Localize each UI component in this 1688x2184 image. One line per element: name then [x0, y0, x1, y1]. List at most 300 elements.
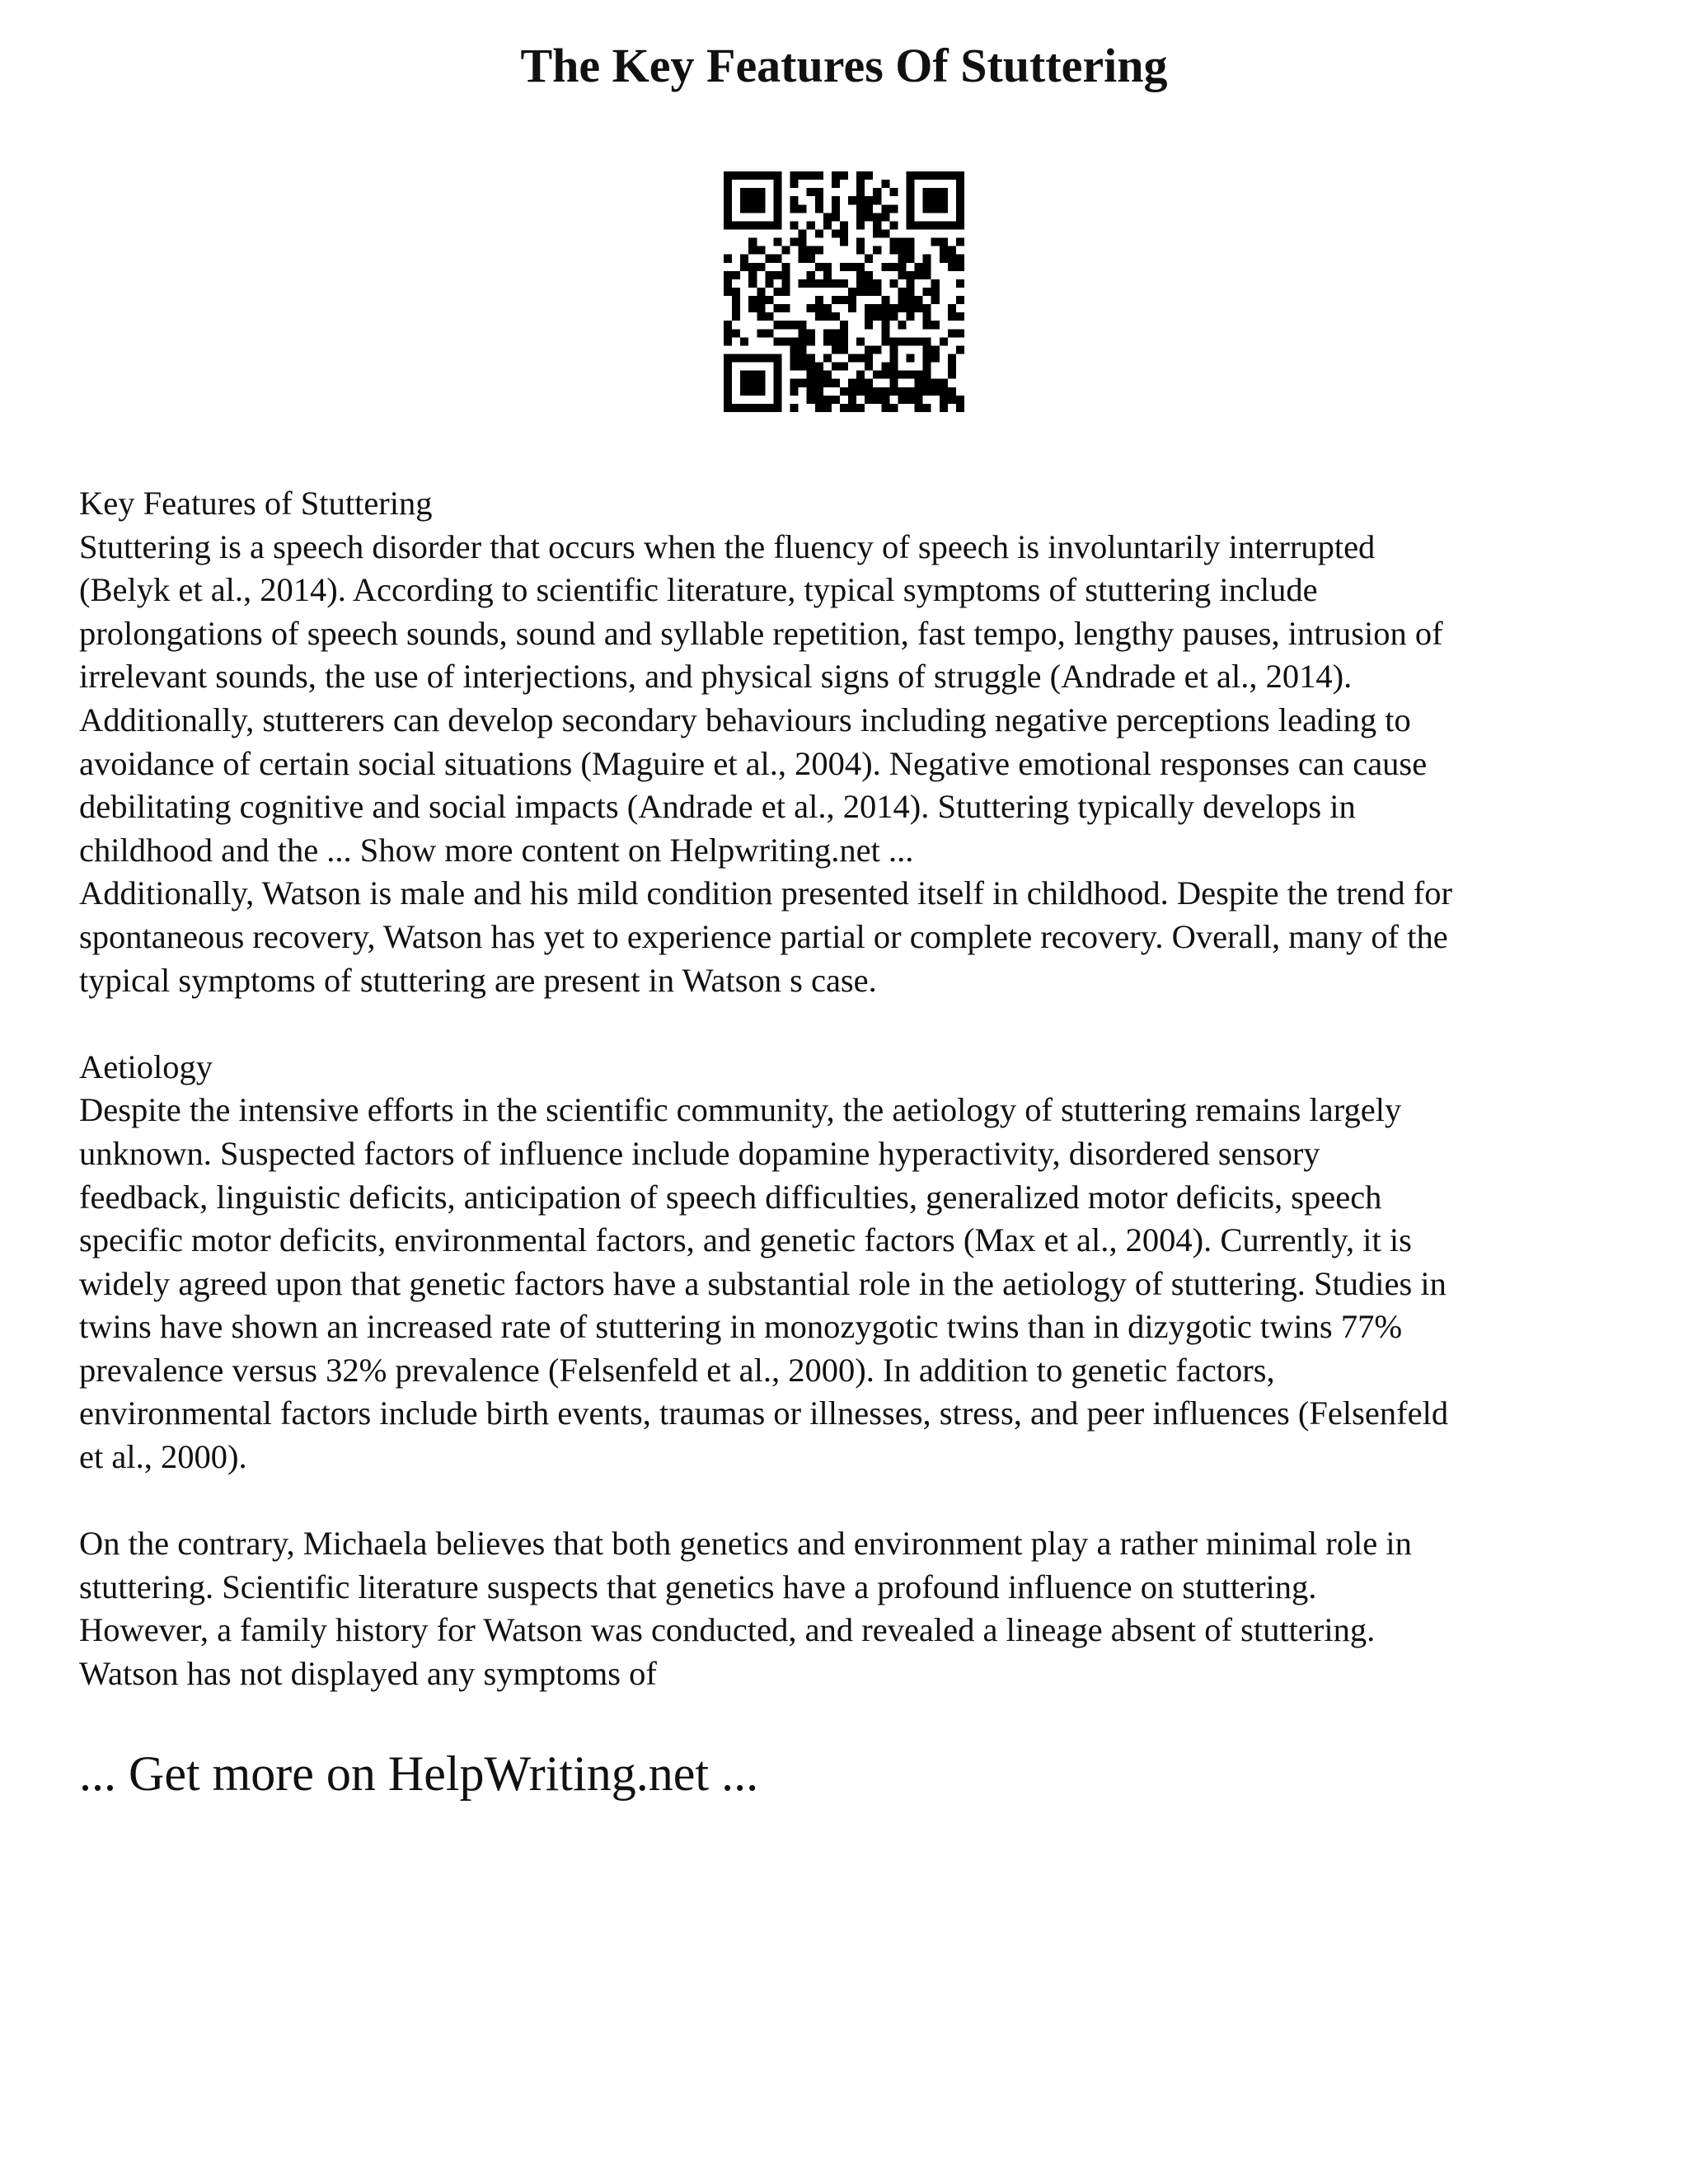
qr-module — [931, 204, 940, 213]
qr-module — [881, 180, 889, 188]
qr-module — [807, 363, 815, 371]
qr-module — [948, 396, 956, 404]
qr-module — [807, 221, 815, 229]
qr-module — [889, 337, 898, 345]
paragraph-line: Additionally, Watson is male and his mild condition presented itself in childhood. Despite the trend for — [79, 874, 1452, 912]
qr-module — [931, 279, 940, 288]
qr-module — [873, 229, 881, 237]
qr-module — [724, 396, 732, 404]
qr-module — [907, 196, 915, 204]
qr-module — [873, 213, 881, 221]
qr-module — [740, 196, 748, 204]
show-more-line[interactable]: childhood and the ... Show more content on Helpwriting.net ... — [79, 831, 914, 869]
qr-module — [940, 387, 948, 396]
qr-module — [956, 296, 964, 304]
qr-module — [757, 371, 765, 379]
qr-module — [740, 255, 748, 263]
qr-module — [815, 304, 823, 312]
qr-module — [940, 396, 948, 404]
qr-module — [748, 263, 757, 271]
paragraph-line: irrelevant sounds, the use of interjections, and physical signs of struggle (Andrade et al., 2014). — [79, 658, 1353, 696]
qr-module — [832, 229, 840, 237]
qr-module — [748, 371, 757, 379]
qr-module — [856, 288, 865, 296]
qr-module — [915, 396, 923, 404]
qr-module — [773, 171, 781, 180]
qr-module — [898, 238, 906, 246]
qr-module — [923, 171, 931, 180]
qr-module — [765, 296, 773, 304]
qr-module — [923, 312, 931, 321]
qr-module — [823, 329, 832, 337]
qr-module — [856, 171, 865, 180]
qr-module — [773, 354, 781, 363]
qr-module — [748, 221, 757, 229]
qr-module — [790, 363, 799, 371]
qr-module — [765, 404, 773, 412]
qr-module — [748, 246, 757, 255]
qr-module — [848, 396, 856, 404]
qr-module — [865, 396, 873, 404]
qr-module — [907, 304, 915, 312]
qr-module — [840, 329, 848, 337]
qr-module — [956, 279, 964, 288]
qr-module — [848, 404, 856, 412]
qr-module — [873, 288, 881, 296]
qr-module — [807, 396, 815, 404]
qr-module — [856, 337, 865, 345]
qr-module — [889, 371, 898, 379]
qr-module — [856, 404, 865, 412]
qr-module — [873, 387, 881, 396]
qr-module — [856, 213, 865, 221]
paragraph-line: (Belyk et al., 2014). According to scientific literature, typical symptoms of stuttering include — [79, 571, 1318, 609]
qr-module — [948, 221, 956, 229]
qr-module — [724, 271, 732, 279]
qr-module — [807, 354, 815, 363]
qr-module — [881, 263, 889, 271]
qr-module — [773, 213, 781, 221]
qr-module — [840, 263, 848, 271]
qr-module — [832, 279, 840, 288]
qr-module — [898, 255, 906, 263]
qr-module — [740, 354, 748, 363]
qr-module — [840, 321, 848, 329]
qr-module — [823, 404, 832, 412]
qr-module — [948, 171, 956, 180]
qr-module — [865, 255, 873, 263]
qr-module — [757, 288, 765, 296]
qr-module — [724, 404, 732, 412]
qr-module — [724, 379, 732, 387]
qr-module — [832, 337, 840, 345]
qr-module — [848, 304, 856, 312]
qr-module — [898, 396, 906, 404]
qr-module — [840, 363, 848, 371]
paragraph-line: unknown. Suspected factors of influence include dopamine hyperactivity, disordered sensory — [79, 1134, 1320, 1172]
qr-module — [773, 238, 781, 246]
qr-module — [815, 379, 823, 387]
qr-module — [856, 379, 865, 387]
qr-module — [915, 304, 923, 312]
qr-module — [907, 296, 915, 304]
qr-module — [757, 304, 765, 312]
qr-module — [873, 221, 881, 229]
qr-module — [781, 279, 790, 288]
qr-module — [799, 171, 807, 180]
qr-module — [790, 180, 799, 188]
qr-module — [832, 196, 840, 204]
qr-module — [940, 255, 948, 263]
qr-module — [823, 354, 832, 363]
qr-module — [790, 196, 799, 204]
paragraph-line: Watson has not displayed any symptoms of — [79, 1655, 657, 1693]
paragraph-line: twins have shown an increased rate of stuttering in monozygotic twins than in dizygotic twins 77% — [79, 1308, 1403, 1346]
qr-module — [881, 363, 889, 371]
paragraph-line: prevalence versus 32% prevalence (Felsenfeld et al., 2000). In addition to genetic factors, — [79, 1351, 1275, 1389]
qr-module — [889, 345, 898, 354]
qr-module — [856, 180, 865, 188]
qr-module — [781, 337, 790, 345]
qr-module — [807, 171, 815, 180]
qr-module — [881, 387, 889, 396]
qr-module — [757, 263, 765, 271]
qr-module — [807, 304, 815, 312]
qr-module — [724, 321, 732, 329]
qr-module — [815, 387, 823, 396]
qr-module — [907, 387, 915, 396]
qr-module — [807, 387, 815, 396]
qr-module — [732, 312, 740, 321]
qr-module — [765, 221, 773, 229]
qr-module — [724, 180, 732, 188]
qr-module — [956, 312, 964, 321]
qr-module — [848, 196, 856, 204]
qr-module — [748, 304, 757, 312]
paragraph-spacer — [79, 1479, 1629, 1523]
qr-module — [898, 296, 906, 304]
qr-module — [748, 379, 757, 387]
qr-module — [948, 263, 956, 271]
qr-module — [923, 255, 931, 263]
qr-module — [815, 188, 823, 196]
qr-module — [732, 271, 740, 279]
qr-module — [881, 229, 889, 237]
qr-module — [823, 304, 832, 312]
paragraph-line: feedback, linguistic deficits, anticipation of speech difficulties, generalized motor deficits, speech — [79, 1178, 1382, 1216]
qr-module — [832, 379, 840, 387]
qr-module — [940, 404, 948, 412]
qr-module — [823, 221, 832, 229]
qr-module — [956, 329, 964, 337]
qr-module — [790, 221, 799, 229]
qr-module — [799, 238, 807, 246]
qr-module — [773, 379, 781, 387]
qr-module — [873, 396, 881, 404]
qr-module — [815, 196, 823, 204]
qr-module — [889, 379, 898, 387]
qr-module — [940, 238, 948, 246]
qr-module — [773, 271, 781, 279]
qr-module — [865, 171, 873, 180]
qr-module — [724, 204, 732, 213]
qr-module — [724, 329, 732, 337]
qr-module — [923, 404, 931, 412]
qr-module — [790, 354, 799, 363]
qr-module — [815, 171, 823, 180]
qr-module — [898, 304, 906, 312]
qr-module — [898, 246, 906, 255]
qr-module — [931, 238, 940, 246]
qr-module — [799, 345, 807, 354]
qr-module — [748, 188, 757, 196]
qr-module — [815, 363, 823, 371]
qr-module — [724, 288, 732, 296]
qr-module — [948, 363, 956, 371]
qr-module — [724, 371, 732, 379]
qr-module — [907, 188, 915, 196]
qr-module — [823, 337, 832, 345]
qr-module — [781, 321, 790, 329]
qr-module — [956, 263, 964, 271]
qr-module — [740, 221, 748, 229]
qr-module — [748, 354, 757, 363]
qr-module — [956, 255, 964, 263]
qr-module — [757, 379, 765, 387]
qr-module — [865, 312, 873, 321]
qr-module — [898, 337, 906, 345]
qr-module — [724, 171, 732, 180]
paragraph-spacer — [79, 1002, 1629, 1046]
qr-module — [948, 255, 956, 263]
qr-module — [740, 188, 748, 196]
qr-module — [848, 263, 856, 271]
qr-module — [856, 196, 865, 204]
qr-module — [815, 296, 823, 304]
qr-module — [815, 312, 823, 321]
qr-module — [889, 246, 898, 255]
qr-module — [907, 204, 915, 213]
qr-module — [865, 196, 873, 204]
qr-module — [765, 354, 773, 363]
qr-module — [956, 221, 964, 229]
qr-module — [923, 387, 931, 396]
qr-module — [732, 354, 740, 363]
qr-module — [956, 345, 964, 354]
qr-module — [915, 379, 923, 387]
qr-module — [807, 329, 815, 337]
qr-module — [765, 279, 773, 288]
qr-module — [865, 304, 873, 312]
section-key-features — [79, 482, 1629, 1002]
qr-module — [832, 329, 840, 337]
qr-module — [907, 171, 915, 180]
qr-module — [823, 396, 832, 404]
qr-module — [757, 404, 765, 412]
qr-module — [724, 354, 732, 363]
qr-module — [748, 404, 757, 412]
qr-module — [907, 288, 915, 296]
qr-module — [865, 204, 873, 213]
qr-module — [923, 271, 931, 279]
qr-module — [948, 387, 956, 396]
qr-module — [748, 296, 757, 304]
qr-module — [931, 296, 940, 304]
qr-module — [765, 271, 773, 279]
qr-module — [923, 379, 931, 387]
qr-module — [773, 337, 781, 345]
qr-module — [923, 288, 931, 296]
qr-module — [956, 238, 964, 246]
qr-module — [781, 263, 790, 271]
qr-module — [907, 246, 915, 255]
qr-module — [724, 337, 732, 345]
qr-module — [724, 196, 732, 204]
qr-module — [881, 312, 889, 321]
qr-module — [881, 204, 889, 213]
qr-module — [856, 188, 865, 196]
qr-module — [757, 329, 765, 337]
qr-module — [799, 354, 807, 363]
qr-module — [915, 171, 923, 180]
qr-module — [815, 263, 823, 271]
qr-module — [881, 371, 889, 379]
qr-module — [856, 387, 865, 396]
qr-module — [923, 345, 931, 354]
qr-module — [898, 288, 906, 296]
paragraph-line: specific motor deficits, environmental factors, and genetic factors (Max et al., 2004). Currently, it is — [79, 1221, 1412, 1259]
qr-module — [881, 296, 889, 304]
qr-module — [832, 171, 840, 180]
paragraph-line: However, a family history for Watson was conducted, and revealed a lineage absent of stuttering. — [79, 1611, 1376, 1649]
qr-module — [773, 221, 781, 229]
qr-module — [956, 396, 964, 404]
qr-module — [923, 188, 931, 196]
qr-module — [923, 304, 931, 312]
qr-code-icon[interactable] — [724, 171, 964, 412]
qr-module — [823, 379, 832, 387]
qr-module — [815, 404, 823, 412]
qr-module — [815, 371, 823, 379]
qr-module — [790, 387, 799, 396]
qr-module — [865, 213, 873, 221]
qr-module — [781, 271, 790, 279]
qr-module — [807, 279, 815, 288]
qr-module — [865, 279, 873, 288]
qr-module — [840, 171, 848, 180]
qr-module — [832, 180, 840, 188]
qr-module — [732, 329, 740, 337]
qr-module — [790, 337, 799, 345]
section-aetiology — [79, 1046, 1629, 1479]
qr-module — [840, 221, 848, 229]
qr-module — [865, 379, 873, 387]
qr-module — [773, 371, 781, 379]
paragraph-line: Additionally, stutterers can develop secondary behaviours including negative perceptions leading to — [79, 701, 1411, 738]
qr-module — [881, 304, 889, 312]
qr-module — [765, 312, 773, 321]
qr-module — [856, 279, 865, 288]
qr-module — [740, 387, 748, 396]
qr-module — [923, 263, 931, 271]
qr-module — [807, 255, 815, 263]
qr-module — [765, 171, 773, 180]
qr-module — [724, 387, 732, 396]
paragraph-line: On the contrary, Michaela believes that both genetics and environment play a rather minimal role in — [79, 1525, 1412, 1563]
qr-module — [807, 246, 815, 255]
paragraph-line: et al., 2000). — [79, 1438, 247, 1476]
qr-module — [724, 188, 732, 196]
qr-module — [881, 329, 889, 337]
qr-module — [773, 288, 781, 296]
paragraph-line: debilitating cognitive and social impacts (Andrade et al., 2014). Stuttering typically develops in — [79, 788, 1356, 826]
qr-module — [757, 312, 765, 321]
qr-module — [931, 171, 940, 180]
qr-module — [856, 204, 865, 213]
qr-module — [931, 354, 940, 363]
qr-module — [848, 288, 856, 296]
qr-module — [815, 204, 823, 213]
qr-module — [773, 404, 781, 412]
qr-module — [898, 321, 906, 329]
qr-module — [740, 204, 748, 213]
qr-module — [773, 321, 781, 329]
qr-module — [907, 255, 915, 263]
qr-code-graphic — [724, 171, 964, 412]
qr-module — [923, 221, 931, 229]
qr-module — [940, 246, 948, 255]
qr-module — [856, 371, 865, 379]
qr-module — [799, 337, 807, 345]
qr-module — [923, 196, 931, 204]
qr-module — [948, 329, 956, 337]
qr-module — [781, 288, 790, 296]
qr-module — [748, 238, 757, 246]
qr-module — [757, 296, 765, 304]
qr-module — [907, 312, 915, 321]
get-more-link[interactable]: ... Get more on HelpWriting.net ... — [79, 1746, 759, 1801]
qr-module — [832, 396, 840, 404]
paragraph-line: widely agreed upon that genetic factors have a substantial role in the aetiology of stuttering. Studies in — [79, 1264, 1447, 1302]
qr-module — [724, 221, 732, 229]
qr-module — [940, 171, 948, 180]
qr-module — [732, 296, 740, 304]
qr-module — [799, 321, 807, 329]
qr-module — [773, 255, 781, 263]
qr-module — [881, 321, 889, 329]
qr-module — [865, 354, 873, 363]
qr-module — [907, 213, 915, 221]
qr-module — [931, 196, 940, 204]
qr-module — [840, 345, 848, 354]
qr-module — [815, 396, 823, 404]
qr-module — [956, 204, 964, 213]
qr-module — [790, 379, 799, 387]
qr-module — [815, 279, 823, 288]
paragraph-line: Stuttering is a speech disorder that occurs when the fluency of speech is involuntarily interrupted — [79, 527, 1376, 565]
qr-module — [840, 404, 848, 412]
qr-module — [732, 288, 740, 296]
qr-module — [799, 363, 807, 371]
qr-module — [832, 204, 840, 213]
qr-module — [773, 304, 781, 312]
qr-module — [840, 337, 848, 345]
qr-module — [757, 188, 765, 196]
qr-module — [873, 246, 881, 255]
qr-module — [748, 196, 757, 204]
qr-module — [757, 204, 765, 213]
qr-module — [915, 404, 923, 412]
